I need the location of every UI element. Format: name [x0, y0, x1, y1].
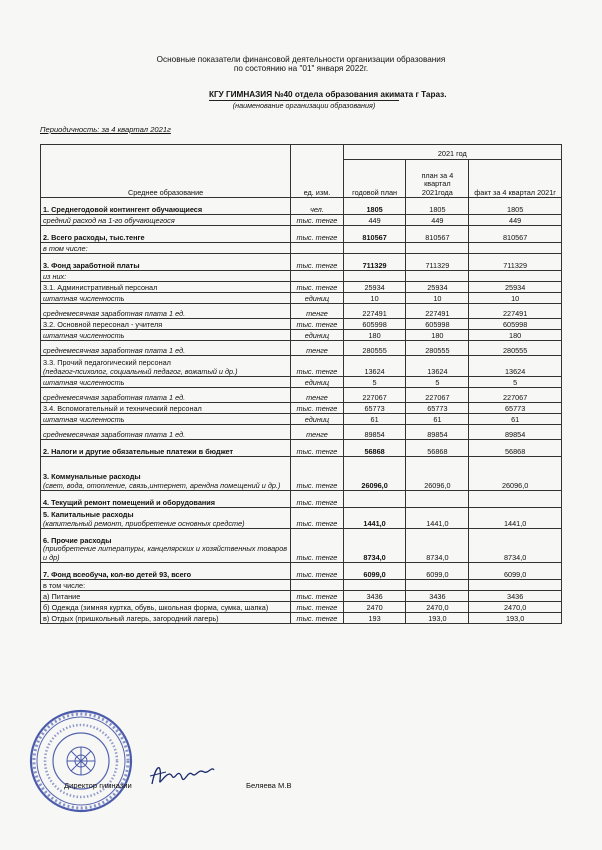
row-label-cell	[41, 491, 291, 508]
row-label-cell	[41, 563, 291, 580]
row-value-3: 56868	[469, 440, 562, 457]
row-label: 3. Фонд заработной платы	[43, 260, 140, 270]
row-value-2	[406, 491, 469, 508]
report-title-line2: по состоянию на "01" января 2022г.	[233, 64, 369, 73]
table-row	[41, 591, 562, 602]
table-row	[41, 508, 562, 529]
organization-name: КГУ ГИМНАЗИЯ №40 отдела образования акимата г Тараз.	[209, 90, 447, 99]
table-row	[41, 563, 562, 580]
row-value-1: 13624	[343, 356, 406, 377]
row-value-3: 6099,0	[469, 563, 562, 580]
table-row	[41, 580, 562, 591]
row-label: а) Питание	[43, 591, 81, 601]
row-label-cell	[41, 414, 291, 425]
row-value-1: 26096,0	[343, 457, 406, 491]
table-row	[41, 425, 562, 440]
row-value-2	[406, 580, 469, 591]
report-title-line1: Основные показатели финансовой деятельности организации образования	[156, 55, 446, 64]
row-value-3	[469, 271, 562, 282]
row-value-3: 5	[469, 377, 562, 388]
row-value-3: 25934	[469, 282, 562, 293]
director-name: Беляева М.В	[246, 781, 292, 790]
header-plan-cell: годовой план	[343, 159, 406, 197]
row-label-cell	[41, 602, 291, 613]
row-value-1	[343, 491, 406, 508]
row-label: 3.4. Вспомогательный и технический персонал	[43, 403, 202, 413]
row-value-3: 65773	[469, 403, 562, 414]
row-value-2: 193,0	[406, 613, 469, 624]
row-sublabel: (капительный ремонт, приобретение основных средсте)	[43, 518, 245, 528]
row-unit	[291, 271, 344, 282]
row-value-2: 1441,0	[406, 508, 469, 529]
row-value-1: 1441,0	[343, 508, 406, 529]
row-label: среднемесячная заработная плата 1 ед.	[43, 308, 186, 318]
row-sublabel: (приобретение литературы, канцелярских и хозяйственных товаров и др)	[43, 544, 288, 562]
table-row	[41, 198, 562, 215]
row-value-2: 6099,0	[406, 563, 469, 580]
row-label-cell	[41, 388, 291, 403]
row-label: 6. Прочие расходы	[43, 535, 112, 545]
row-unit: тенге	[291, 388, 344, 403]
row-unit: тыс. тенге	[291, 282, 344, 293]
row-value-2: 65773	[406, 403, 469, 414]
periodicity: Периодичность: за 4 квартал 2021г	[40, 125, 171, 134]
table-row	[41, 613, 562, 624]
row-value-3: 449	[469, 215, 562, 226]
row-unit: тыс. тенге	[291, 613, 344, 624]
table-row	[41, 215, 562, 226]
row-unit	[291, 243, 344, 254]
table-row	[41, 440, 562, 457]
row-value-3	[469, 243, 562, 254]
row-value-3: 2470,0	[469, 602, 562, 613]
organization-note: (наименование организации образования)	[232, 101, 376, 110]
table-row	[41, 377, 562, 388]
row-value-3: 605998	[469, 319, 562, 330]
row-label-cell	[41, 254, 291, 271]
row-unit: тыс. тенге	[291, 508, 344, 529]
row-value-1: 56868	[343, 440, 406, 457]
row-sublabel: (педагог-психолог, социальный педагог, вожатый и др.)	[43, 366, 238, 376]
row-label: штатная численность	[43, 293, 125, 303]
row-value-1: 280555	[343, 341, 406, 356]
row-unit: единиц	[291, 293, 344, 304]
header-unit-cell: ед. изм.	[291, 145, 344, 198]
row-value-1: 193	[343, 613, 406, 624]
table-row	[41, 243, 562, 254]
row-value-1: 605998	[343, 319, 406, 330]
table-row	[41, 602, 562, 613]
row-label-cell	[41, 271, 291, 282]
header-title-cell: Среднее образование	[41, 145, 291, 198]
table-row	[41, 356, 562, 377]
row-label-cell	[41, 341, 291, 356]
row-value-2: 711329	[406, 254, 469, 271]
row-unit	[291, 580, 344, 591]
row-value-2: 5	[406, 377, 469, 388]
row-label-cell	[41, 457, 291, 491]
table-row	[41, 529, 562, 563]
row-label-cell	[41, 580, 291, 591]
table-header-row	[41, 145, 562, 160]
row-label: штатная численность	[43, 330, 125, 340]
row-label-cell	[41, 613, 291, 624]
row-value-2: 1805	[406, 198, 469, 215]
row-unit: тыс. тенге	[291, 563, 344, 580]
row-label: из них:	[43, 271, 67, 281]
row-value-2	[406, 243, 469, 254]
table-row	[41, 457, 562, 491]
row-label-cell	[41, 304, 291, 319]
row-unit: тыс. тенге	[291, 591, 344, 602]
row-unit: единиц	[291, 377, 344, 388]
row-unit: тенге	[291, 341, 344, 356]
row-label: средний расход на 1-го обучающегося	[43, 215, 175, 225]
row-unit: тенге	[291, 304, 344, 319]
row-value-1: 65773	[343, 403, 406, 414]
row-value-2: 605998	[406, 319, 469, 330]
row-label-cell	[41, 282, 291, 293]
table-row	[41, 330, 562, 341]
header-year-cell: 2021 год	[343, 145, 561, 160]
row-value-3: 61	[469, 414, 562, 425]
row-label: 3. Коммунальные расходы	[43, 472, 141, 481]
row-unit: тыс. тенге	[291, 319, 344, 330]
row-label: в том числе:	[43, 580, 86, 590]
row-label: штатная численность	[43, 377, 125, 387]
row-label-cell	[41, 198, 291, 215]
financial-table	[40, 144, 562, 624]
row-unit: тыс. тенге	[291, 226, 344, 243]
row-value-2: 56868	[406, 440, 469, 457]
row-value-1	[343, 271, 406, 282]
row-value-1: 227491	[343, 304, 406, 319]
row-value-2: 25934	[406, 282, 469, 293]
row-label-cell	[41, 293, 291, 304]
row-label: в том числе:	[43, 243, 88, 253]
row-value-2: 3436	[406, 591, 469, 602]
row-value-1: 10	[343, 293, 406, 304]
row-unit: тенге	[291, 425, 344, 440]
row-unit: тыс. тенге	[291, 457, 344, 491]
row-unit: тыс. тенге	[291, 529, 344, 563]
table-row	[41, 282, 562, 293]
table-row	[41, 414, 562, 425]
row-label-cell	[41, 591, 291, 602]
row-label: 3.2. Основной пересонал - учителя	[43, 319, 163, 329]
row-value-2: 810567	[406, 226, 469, 243]
row-label-cell	[41, 319, 291, 330]
header-fact-cell: факт за 4 квартал 2021г	[469, 159, 562, 197]
row-value-3: 227067	[469, 388, 562, 403]
row-unit: тыс. тенге	[291, 215, 344, 226]
row-value-3	[469, 580, 562, 591]
row-value-3: 3436	[469, 591, 562, 602]
row-value-1: 5	[343, 377, 406, 388]
table-row	[41, 388, 562, 403]
table-row	[41, 226, 562, 243]
row-value-2: 10	[406, 293, 469, 304]
row-value-3: 1805	[469, 198, 562, 215]
row-unit: тыс. тенге	[291, 491, 344, 508]
row-unit: тыс. тенге	[291, 403, 344, 414]
row-label-cell	[41, 330, 291, 341]
header-plan-q4-cell: план за 4 квартал 2021года	[406, 159, 469, 197]
row-value-2: 13624	[406, 356, 469, 377]
row-label-cell	[41, 529, 291, 563]
row-value-3: 180	[469, 330, 562, 341]
row-label: штатная численность	[43, 414, 125, 424]
row-label: 2. Налоги и другие обязательные платежи в бюджет	[43, 446, 234, 456]
row-value-1	[343, 243, 406, 254]
row-value-2: 180	[406, 330, 469, 341]
row-label-cell	[41, 243, 291, 254]
row-label: среднемесячная заработная плата 1 ед.	[43, 345, 186, 355]
row-unit: тыс. тенге	[291, 440, 344, 457]
row-value-2: 8734,0	[406, 529, 469, 563]
table-row	[41, 271, 562, 282]
row-value-3: 10	[469, 293, 562, 304]
row-sublabel: (свет, вода, отопление, связь,интернет, арендна помещений и др.)	[43, 480, 281, 490]
row-value-3: 1441,0	[469, 508, 562, 529]
row-value-1: 2470	[343, 602, 406, 613]
row-value-3: 227491	[469, 304, 562, 319]
table-row	[41, 341, 562, 356]
director-signature	[148, 758, 218, 792]
row-value-1: 227067	[343, 388, 406, 403]
row-label: 7. Фонд всеобуча, кол-во детей 93, всего	[43, 569, 192, 579]
row-unit: чел.	[291, 198, 344, 215]
row-label: среднемесячная заработная плата 1 ед.	[43, 429, 186, 439]
row-value-1: 89854	[343, 425, 406, 440]
row-value-1	[343, 580, 406, 591]
row-value-1: 61	[343, 414, 406, 425]
row-value-3: 26096,0	[469, 457, 562, 491]
row-unit: единиц	[291, 330, 344, 341]
row-label: 2. Всего расходы, тыс.тенге	[43, 232, 145, 242]
row-value-3: 13624	[469, 356, 562, 377]
row-value-3: 193,0	[469, 613, 562, 624]
row-value-3: 89854	[469, 425, 562, 440]
row-label: 3.3. Прочий педагогический персонал	[43, 358, 171, 367]
row-value-3	[469, 491, 562, 508]
organization-stamp	[28, 708, 134, 814]
row-value-1: 3436	[343, 591, 406, 602]
row-label-cell	[41, 215, 291, 226]
row-unit: тыс. тенге	[291, 356, 344, 377]
row-value-1: 6099,0	[343, 563, 406, 580]
row-label-cell	[41, 377, 291, 388]
row-value-2: 227491	[406, 304, 469, 319]
row-label-cell	[41, 425, 291, 440]
row-label: 4. Текущий ремонт помещений и оборудования	[43, 497, 216, 507]
row-value-1: 1805	[343, 198, 406, 215]
row-label: 5. Капитальные расходы	[43, 510, 134, 519]
director-label: Директор гимназии	[64, 781, 132, 790]
row-value-2: 227067	[406, 388, 469, 403]
row-unit: тыс. тенге	[291, 602, 344, 613]
row-value-1: 8734,0	[343, 529, 406, 563]
row-value-2: 2470,0	[406, 602, 469, 613]
row-label: в) Отдых (пришкольный лагерь, загородний лагерь)	[43, 613, 219, 623]
row-value-2: 26096,0	[406, 457, 469, 491]
row-label: 1. Среднегодовой контингент обучающиеся	[43, 204, 203, 214]
row-value-3: 8734,0	[469, 529, 562, 563]
row-value-1: 449	[343, 215, 406, 226]
table-row	[41, 304, 562, 319]
row-value-2	[406, 271, 469, 282]
row-label-cell	[41, 440, 291, 457]
row-value-1: 180	[343, 330, 406, 341]
row-value-2: 61	[406, 414, 469, 425]
row-value-1: 25934	[343, 282, 406, 293]
row-label: среднемесячная заработная плата 1 ед.	[43, 392, 186, 402]
row-value-3: 711329	[469, 254, 562, 271]
row-unit: тыс. тенге	[291, 254, 344, 271]
table-row	[41, 319, 562, 330]
table-row	[41, 293, 562, 304]
row-label: 3.1. Административный персонал	[43, 282, 158, 292]
row-value-2: 449	[406, 215, 469, 226]
row-value-2: 280555	[406, 341, 469, 356]
row-value-3: 280555	[469, 341, 562, 356]
table-row	[41, 254, 562, 271]
table-row	[41, 403, 562, 414]
row-value-3: 810567	[469, 226, 562, 243]
row-label-cell	[41, 508, 291, 529]
row-label-cell	[41, 356, 291, 377]
table-row	[41, 491, 562, 508]
row-unit: единиц	[291, 414, 344, 425]
row-label-cell	[41, 403, 291, 414]
row-value-1: 810567	[343, 226, 406, 243]
row-label-cell	[41, 226, 291, 243]
row-value-1: 711329	[343, 254, 406, 271]
row-label: б) Одежда (зимняя куртка, обувь, школьная форма, сумка, шапка)	[43, 602, 269, 612]
row-value-2: 89854	[406, 425, 469, 440]
